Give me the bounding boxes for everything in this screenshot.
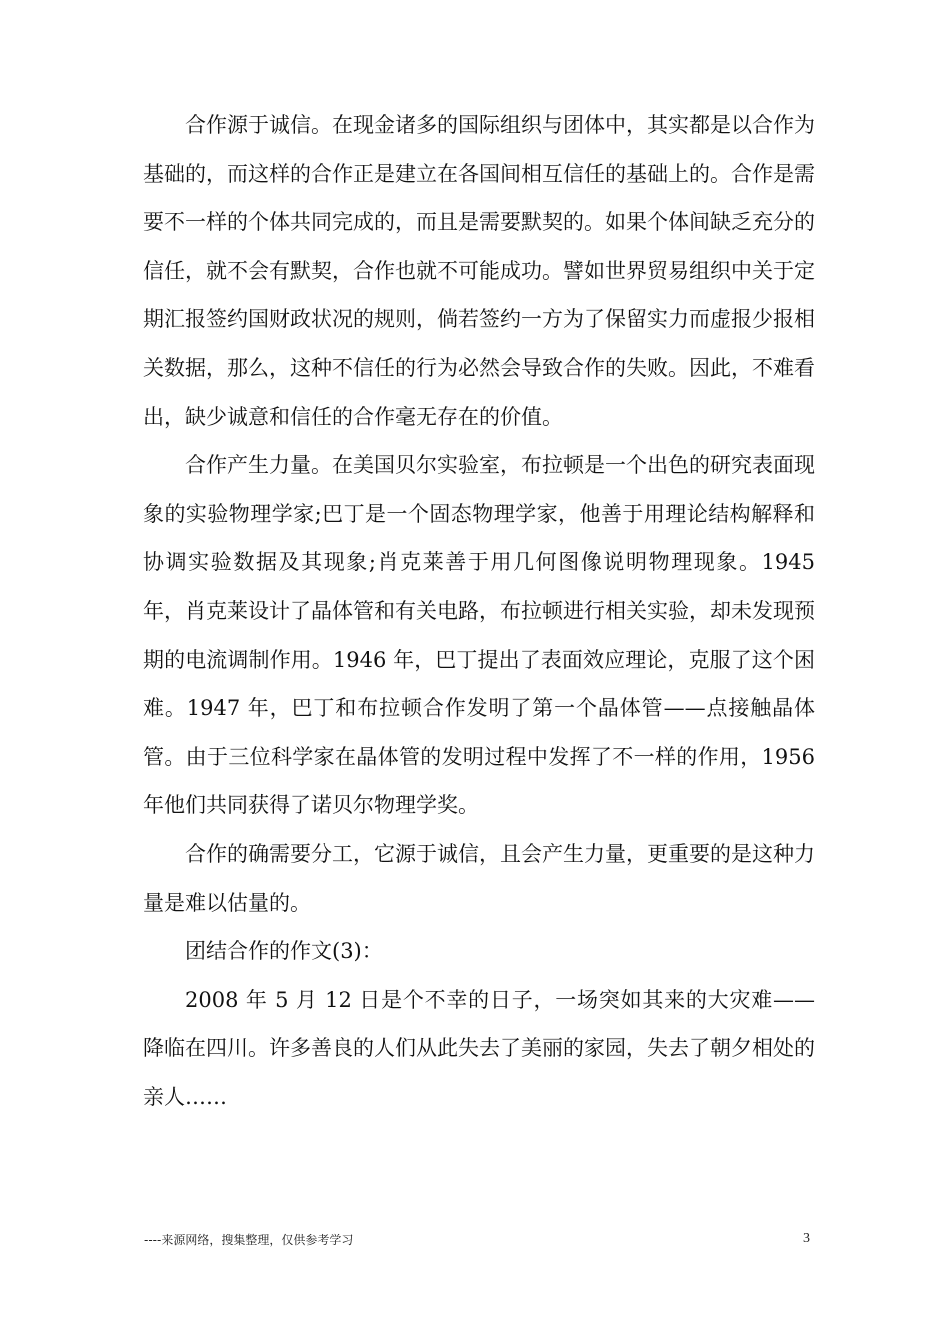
- paragraph-conclusion: 合作的确需要分工，它源于诚信，且会产生力量，更重要的是这种力量是难以估量的。: [143, 841, 815, 915]
- section-heading: 团结合作的作文(3)：: [185, 939, 383, 964]
- paragraph-trust: 合作源于诚信。在现金诸多的国际组织与团体中，其实都是以合作为基础的，而这样的合作正是建立在各国间相互信任的基础上的。合作是需要不一样的个体共同完成的，而且是需要默契的。如果个体间缺乏充分的信任，就不会有默契，合作也就不可能成功。譬如世界贸易组织中关于定期汇报签约国财政状况的规则，倘若签约一方为了保留实力而虚报少报相关数据，那么，这种不信任的行为必然会导致合作的失败。因此，不难看出，缺少诚意和信任的合作毫无存在的价值。: [143, 113, 815, 429]
- page-number: 3: [803, 1231, 810, 1246]
- footer-source-note: ----来源网络，搜集整理，仅供参考学习: [144, 1233, 354, 1247]
- document-body: [143, 101, 815, 1121]
- paragraph-earthquake: 2008 年 5 月 12 日是个不幸的日子，一场突如其来的大灾难——降临在四川。许多善良的人们从此失去了美丽的家园，失去了朝夕相处的亲人……: [143, 987, 815, 1109]
- page-footer: [144, 1231, 810, 1251]
- paragraph-strength: 合作产生力量。在美国贝尔实验室，布拉顿是一个出色的研究表面现象的实验物理学家;巴丁是一个固态物理学家，他善于用理论结构解释和协调实验数据及其现象;肖克莱善于用几何图像说明物理现象。1945 年，肖克莱设计了晶体管和有关电路，布拉顿进行相关实验，却未发现预期的电流调制作用。1946 年，巴丁提出了表面效应理论，克服了这个困难。1947 年，巴丁和布拉顿合作发明了第一个晶体管——点接触晶体管。由于三位科学家在晶体管的发明过程中发挥了不一样的作用，1956 年他们共同获得了诺贝尔物理学奖。: [143, 453, 815, 818]
